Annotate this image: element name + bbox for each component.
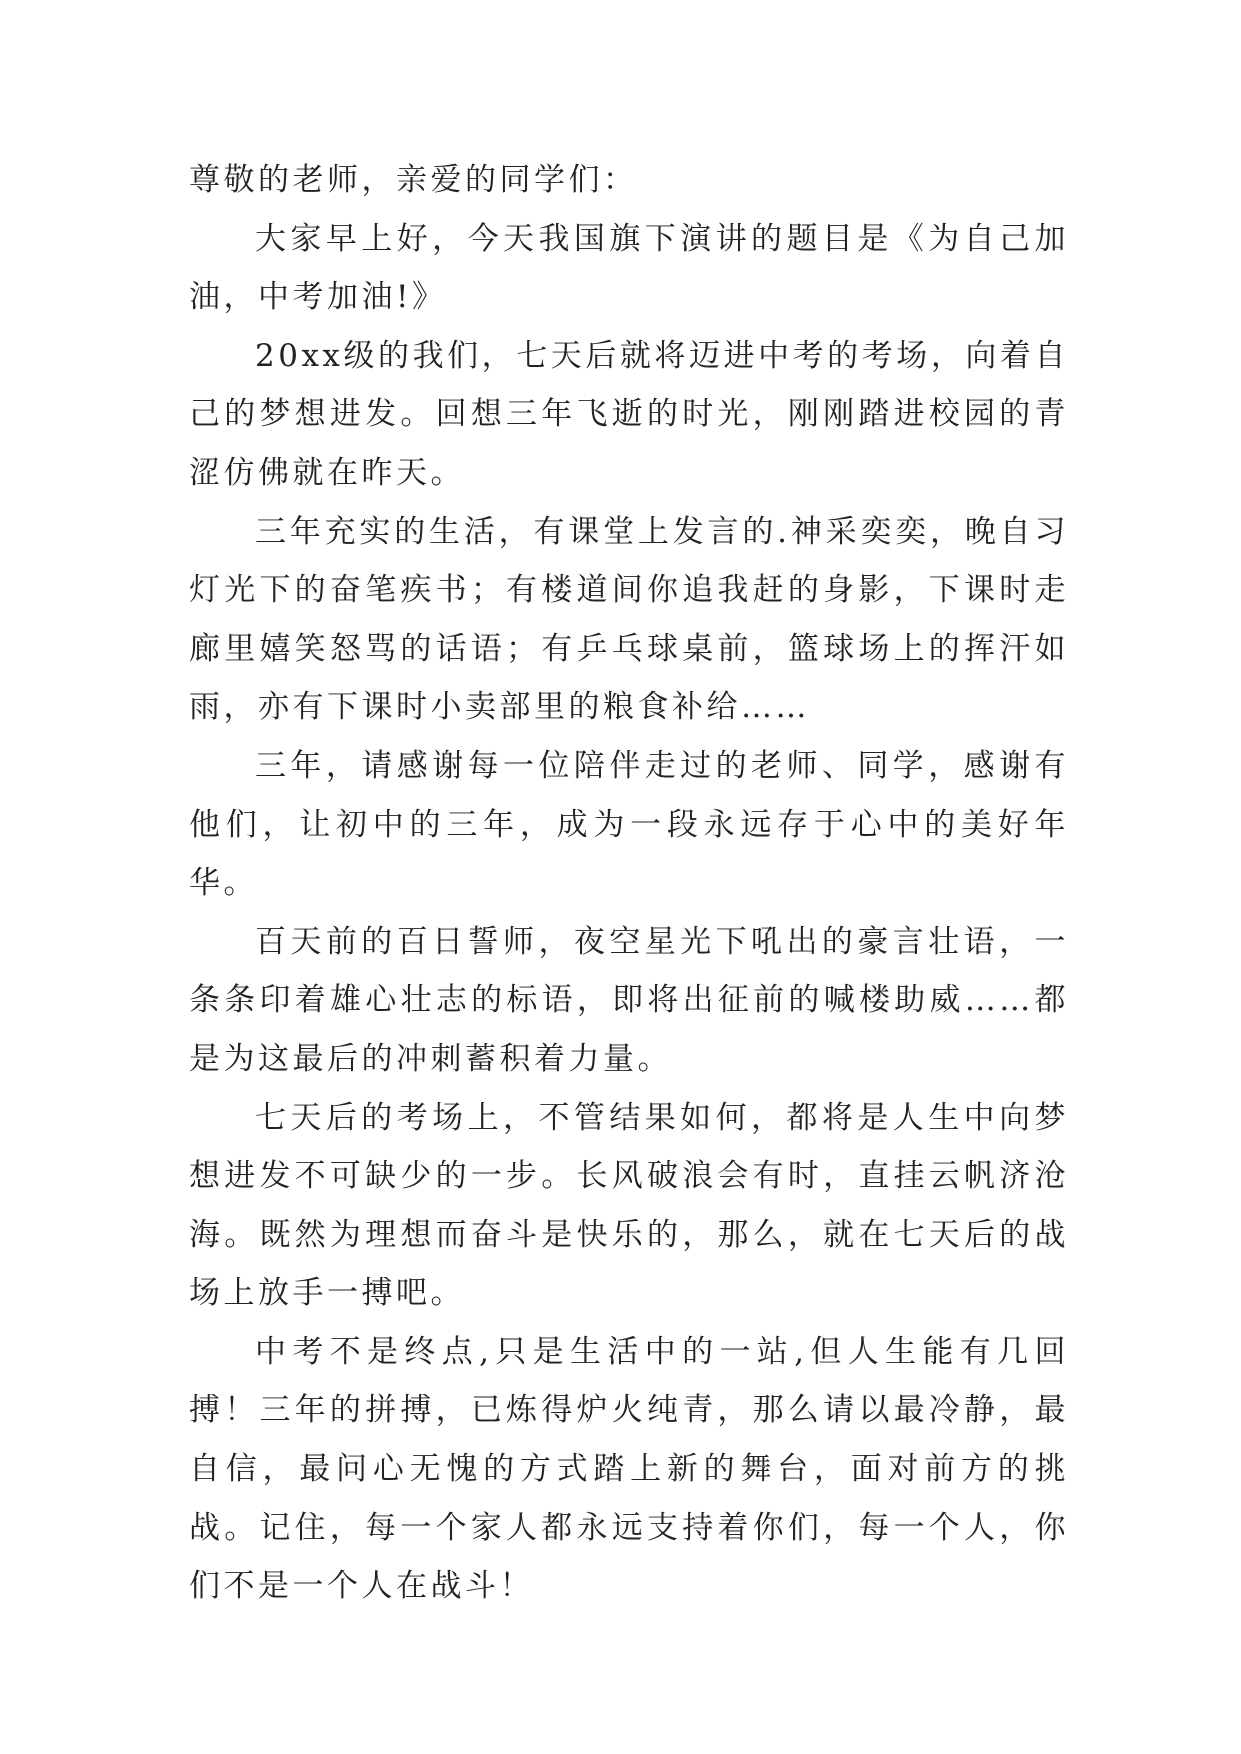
paragraph-2: 20xx级的我们，七天后就将迈进中考的考场，向着自己的梦想进发。回想三年飞逝的时光，刚刚踏进校园的青涩仿佛就在昨天。 xyxy=(189,337,1069,491)
paragraph-4: 三年，请感谢每一位陪伴走过的老师、同学，感谢有他们，让初中的三年，成为一段永远存于心中的美好年华。 xyxy=(189,747,1069,902)
paragraph-5: 百天前的百日誓师，夜空星光下吼出的豪言壮语，一条条印着雄心壮志的标语，即将出征前的喊楼助威……都是为这最后的冲刺蓄积着力量。 xyxy=(189,923,1069,1077)
paragraph-3: 三年充实的生活，有课堂上发言的.神采奕奕，晚自习灯光下的奋笔疾书；有楼道间你追我赶的身影，下课时走廊里嬉笑怒骂的话语；有乒乓球桌前，篮球场上的挥汗如雨，亦有下课时小卖部里的粮食补给…… xyxy=(189,513,1069,726)
salutation: 尊敬的老师，亲爱的同学们： xyxy=(189,162,638,198)
paragraph-6: 七天后的考场上，不管结果如何，都将是人生中向梦想进发不可缺少的一步。长风破浪会有时，直挂云帆济沧海。既然为理想而奋斗是快乐的，那么，就在七天后的战场上放手一搏吧。 xyxy=(189,1099,1069,1312)
speech-body xyxy=(189,151,1069,1616)
paragraph-7: 中考不是终点,只是生活中的一站,但人生能有几回搏！三年的拼搏，已炼得炉火纯青，那么请以最冷静，最自信，最问心无愧的方式踏上新的舞台，面对前方的挑战。记住，每一个家人都永远支持着你们，每一个人，你们不是一个人在战斗！ xyxy=(189,1333,1069,1605)
paragraph-1: 大家早上好，今天我国旗下演讲的题目是《为自己加油，中考加油!》 xyxy=(189,220,1069,316)
